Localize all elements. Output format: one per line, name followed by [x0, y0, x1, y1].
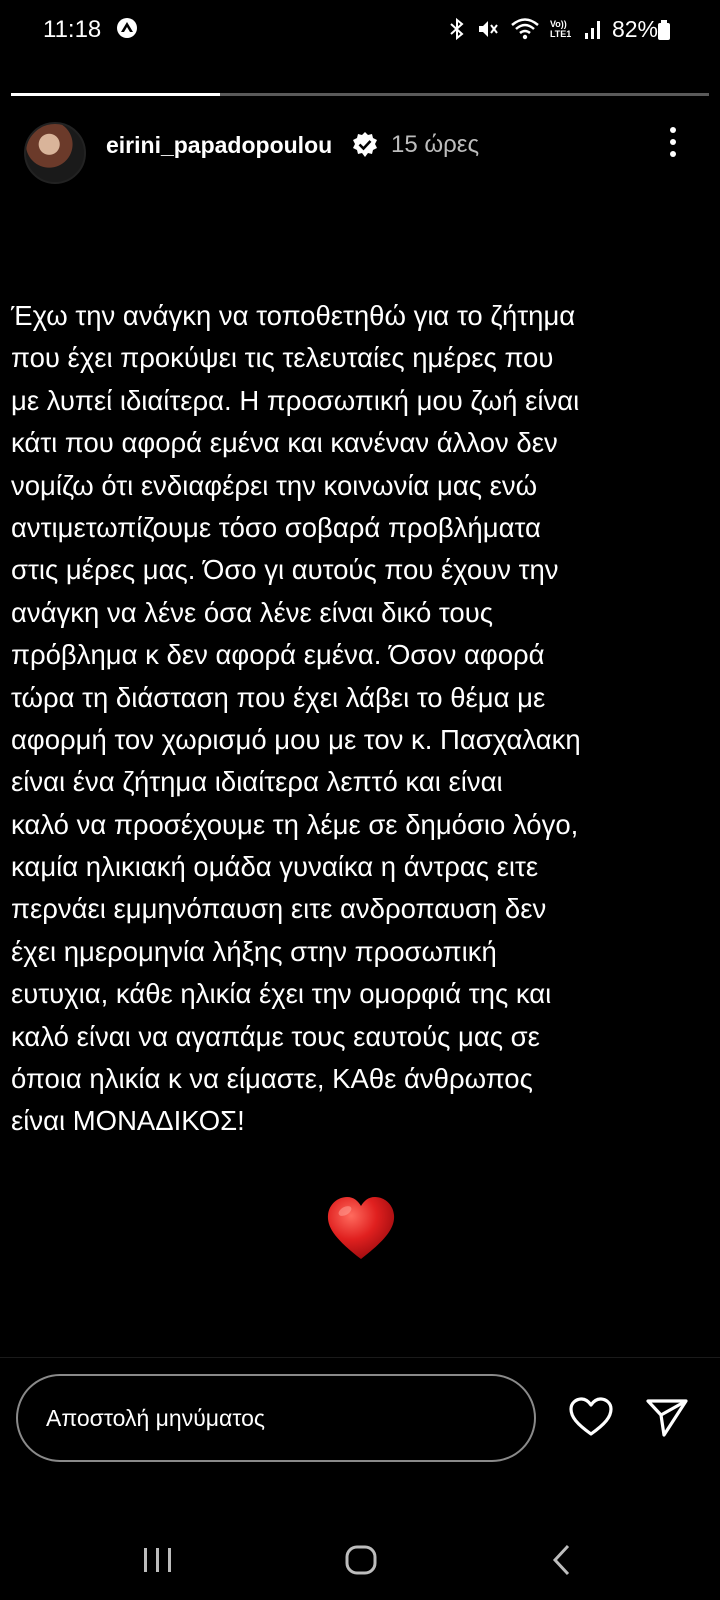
story-text-line: καμία ηλικιακή ομάδα γυναίκα η άντρας ειτε — [11, 851, 539, 883]
story-text-line: έχει ημερομηνία λήξης στην προσωπική — [11, 935, 497, 967]
heart-outline-icon[interactable] — [568, 1396, 614, 1438]
story-text-line: πρόβλημα κ δεν αφορά εμένα. Όσον αφορά — [11, 639, 545, 671]
divider — [0, 1357, 720, 1358]
story-text — [11, 295, 720, 1143]
back-icon[interactable] — [551, 1543, 573, 1577]
story-text-line: περνάει εμμηνόπαυση ειτε ανδροπαυση δεν — [11, 893, 547, 925]
recent-apps-icon[interactable] — [140, 1545, 176, 1575]
send-icon[interactable] — [644, 1393, 690, 1439]
story-time: 15 ώρες — [391, 131, 480, 158]
battery-icon — [658, 20, 670, 40]
story-text-line: ευτυχια, κάθε ηλικία έχει την ομορφιά της και — [11, 978, 552, 1010]
status-time: 11:18 — [43, 16, 102, 43]
story-text-line: Έχω την ανάγκη να τοποθετηθώ για το ζήτημα — [11, 300, 576, 331]
bluetooth-icon — [448, 17, 466, 41]
story-progress-bar — [11, 93, 709, 96]
story-progress-fill — [11, 93, 220, 96]
home-icon[interactable] — [344, 1544, 378, 1576]
system-navigation-bar — [0, 1510, 720, 1600]
story-text-line: που έχει προκύψει τις τελευταίες ημέρες που — [11, 342, 554, 374]
wifi-icon — [510, 17, 540, 41]
verified-badge-icon — [351, 131, 379, 159]
story-header — [0, 120, 720, 184]
story-text-line: αντιμετωπίζουμε τόσο σοβαρά προβλήματα — [11, 511, 541, 543]
story-text-line: καλό είναι να αγαπάμε τους εαυτούς μας σε — [11, 1020, 540, 1052]
more-vertical-icon[interactable] — [661, 124, 685, 160]
signal-icon — [584, 18, 602, 40]
story-text-line: καλό να προσέχουμε τη λέμε σε δημόσιο λόγο, — [11, 808, 579, 840]
status-bar — [0, 0, 720, 60]
story-text-line: όποια ηλικία κ να είμαστε, ΚΑθε άνθρωπος — [11, 1063, 533, 1095]
story-text-line: νομίζω ότι ενδιαφέρει την κοινωνία μας ενώ — [11, 469, 538, 501]
story-text-line: αφορμή τον χωρισμό μου με τον κ. Πασχαλακη — [11, 723, 581, 755]
network-label: Vo)) LTE1 — [549, 19, 572, 39]
username[interactable]: eirini_papadopoulou — [106, 132, 333, 158]
story-text-line: στις μέρες μας. Όσο γι αυτούς που έχουν την — [11, 554, 559, 586]
story-text-line: με λυπεί ιδιαίτερα. Η προσωπική μου ζωή είναι — [11, 384, 580, 416]
heart-emoji — [325, 1195, 397, 1263]
mute-icon — [476, 17, 500, 41]
story-text-line: είναι ένα ζήτημα ιδιαίτερα λεπτό και είναι — [11, 766, 503, 798]
message-input[interactable] — [16, 1374, 536, 1462]
story-text-line: κάτι που αφορά εμένα και κανέναν άλλον δεν — [11, 427, 558, 459]
story-text-line: ανάγκη να λένε όσα λένε είναι δικό τους — [11, 596, 493, 628]
message-placeholder: Αποστολή μηνύματος — [46, 1405, 265, 1431]
story-text-line: τώρα τη διάσταση που έχει λάβει το θέμα με — [11, 681, 546, 713]
status-icons — [448, 14, 658, 44]
avatar[interactable] — [24, 122, 86, 184]
story-text-line: είναι ΜΟΝΑΔΙΚΟΣ! — [11, 1105, 245, 1137]
circle-logo-icon — [116, 17, 138, 39]
battery-percentage: 82% — [611, 15, 658, 42]
